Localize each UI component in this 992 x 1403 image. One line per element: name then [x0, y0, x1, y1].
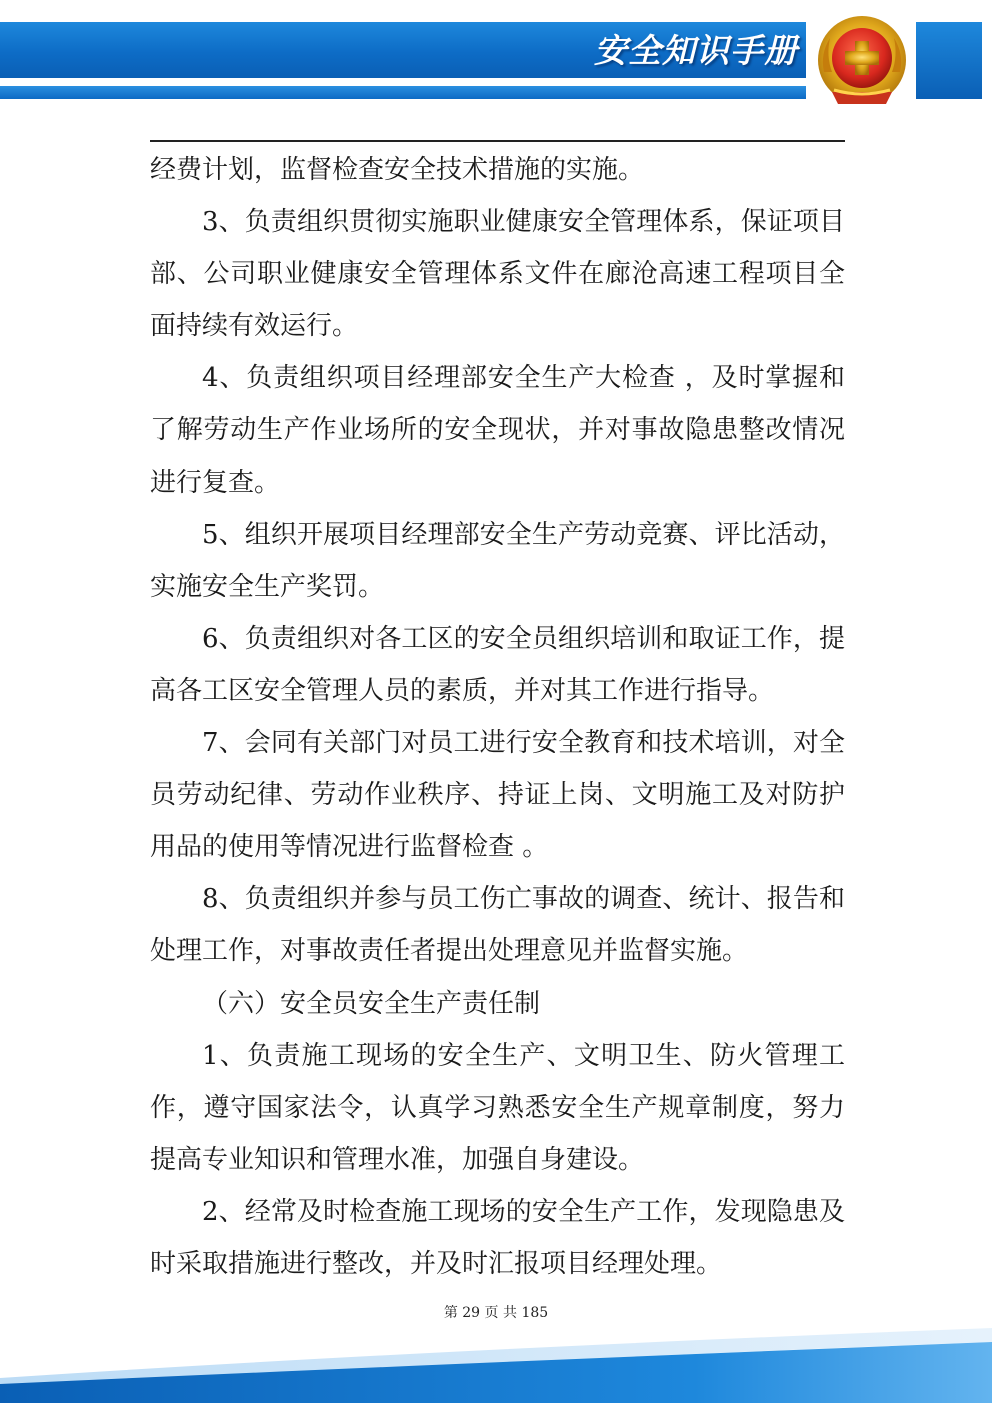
paragraph-item-5: 5、组织开展项目经理部安全生产劳动竞赛、评比活动，实施安全生产奖罚。 [150, 519, 845, 602]
manual-title: 安全知识手册 [594, 31, 798, 70]
header-right-block [916, 22, 982, 99]
footer-blue-swoosh [0, 1320, 992, 1403]
safety-cross-emblem-icon [812, 14, 912, 110]
paragraph-continued: 经费计划，监督检查安全技术措施的实施。 [150, 155, 645, 185]
paragraph-item-2: 2、经常及时检查施工现场的安全生产工作，发现隐患及时采取措施进行整改，并及时汇报项目经理处理。 [150, 1196, 845, 1279]
header-blue-stripe [0, 86, 806, 99]
section-heading: （六）安全员安全生产责任制 [202, 988, 541, 1019]
paragraph-item-8: 8、负责组织并参与员工伤亡事故的调查、统计、报告和处理工作，对事故责任者提出处理意见并监督实施。 [150, 884, 845, 967]
document-body [150, 144, 845, 1290]
paragraph-item-1: 1、负责施工现场的安全生产、文明卫生、防火管理工作，遵守国家法令，认真学习熟悉安全生产规章制度，努力提高专业知识和管理水准，加强自身建设。 [150, 1040, 845, 1175]
page-number: 第 29 页 共 185 [443, 1305, 549, 1321]
paragraph-item-4: 4、负责组织项目经理部安全生产大检查 ，及时掌握和了解劳动生产作业场所的安全现状，并对事故隐患整改情况进行复查。 [150, 363, 845, 498]
paragraph-item-6: 6、负责组织对各工区的安全员组织培训和取证工作，提高各工区安全管理人员的素质，并对其工作进行指导。 [150, 623, 845, 706]
paragraph-item-7: 7、会同有关部门对员工进行安全教育和技术培训，对全员劳动纪律、劳动作业秩序、持证上岗、文明施工及对防护用品的使用等情况进行监督检查 。 [150, 728, 845, 863]
page-header [0, 0, 992, 115]
header-divider-rule [150, 140, 845, 142]
paragraph-item-3: 3、负责组织贯彻实施职业健康安全管理体系，保证项目部、公司职业健康安全管理体系文件在廊沧高速工程项目全面持续有效运行。 [150, 207, 845, 342]
